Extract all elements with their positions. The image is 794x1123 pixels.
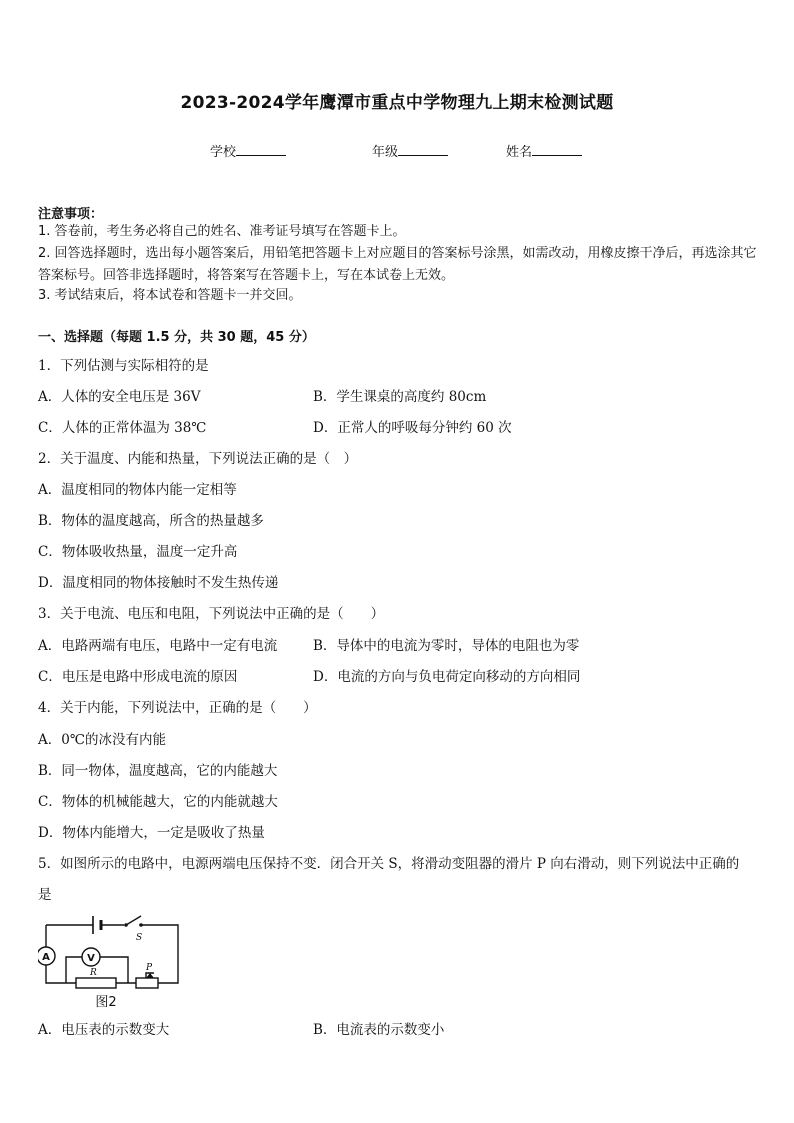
q1-option-d[interactable]: D．正常人的呼吸每分钟约 60 次 (313, 420, 512, 436)
resistor-label: R (90, 968, 97, 978)
question-3-stem: 3．关于电流、电压和电阻，下列说法中正确的是（ ） (38, 606, 385, 622)
voltmeter-label: V (87, 953, 95, 964)
figure-caption: 图2 (95, 995, 117, 1010)
q2-option-a[interactable]: A．温度相同的物体内能一定相等 (38, 482, 237, 498)
battery-icon (93, 916, 101, 934)
wire-top-right (142, 925, 178, 983)
voltmeter-icon (82, 948, 100, 966)
q3-option-d[interactable]: D．电流的方向与负电荷定向移动的方向相同 (313, 669, 581, 685)
q2-option-c[interactable]: C．物体吸收热量，温度一定升高 (38, 544, 238, 560)
question-5-stem-line-2: 是 (38, 887, 52, 903)
wire-left-lower (46, 965, 76, 983)
school-field[interactable] (210, 141, 286, 160)
grade-field[interactable] (372, 141, 448, 160)
q4-option-d[interactable]: D．物体内能增大，一定是吸收了热量 (38, 825, 265, 841)
ammeter-label: A (42, 952, 50, 963)
q4-option-b[interactable]: B．同一物体，温度越高，它的内能越大 (38, 763, 278, 779)
name-blank[interactable] (532, 142, 582, 156)
switch-label: S (136, 933, 143, 943)
grade-label: 年级 (372, 145, 399, 160)
name-label: 姓名 (506, 145, 533, 160)
question-4-stem: 4．关于内能，下列说法中，正确的是（ ） (38, 700, 317, 716)
grade-blank[interactable] (398, 142, 448, 156)
switch-icon (124, 916, 143, 927)
note-item-3: 3. 考试结束后，将本试卷和答题卡一并交回。 (38, 288, 302, 303)
q1-option-c[interactable]: C．人体的正常体温为 38℃ (38, 420, 207, 436)
note-item-1: 1. 答卷前，考生务必将自己的姓名、准考证号填写在答题卡上。 (38, 224, 406, 239)
q1-option-a[interactable]: A．人体的安全电压是 36V (38, 389, 201, 405)
question-5-stem-line-1: 5．如图所示的电路中，电源两端电压保持不变．闭合开关 S，将滑动变阻器的滑片 P 向右滑动，则下列说法中正确的 (38, 856, 740, 872)
ammeter-icon (38, 947, 55, 965)
q5-option-b[interactable]: B．电流表的示数变小 (313, 1022, 445, 1038)
resistor-icon (76, 968, 116, 988)
rheostat-icon (136, 963, 158, 988)
section-heading: 一、选择题（每题 1.5 分，共 30 题，45 分） (38, 330, 315, 345)
q2-option-d[interactable]: D．温度相同的物体接触时不发生热传递 (38, 575, 279, 591)
q2-option-b[interactable]: B．物体的温度越高，所含的热量越多 (38, 513, 264, 529)
q4-option-c[interactable]: C．物体的机械能越大，它的内能就越大 (38, 794, 278, 810)
question-1-stem: 1．下列估测与实际相符的是 (38, 358, 209, 374)
q4-option-a[interactable]: A．0℃的冰没有内能 (38, 732, 166, 748)
q3-option-b[interactable]: B．导体中的电流为零时，导体的电阻也为零 (313, 638, 580, 654)
question-2-stem: 2．关于温度、内能和热量，下列说法正确的是（ ） (38, 451, 358, 467)
student-info-row (0, 141, 794, 161)
page-title: 2023-2024学年鹰潭市重点中学物理九上期末检测试题 (180, 93, 614, 113)
slider-label: P (146, 963, 153, 973)
q1-option-b[interactable]: B．学生课桌的高度约 80cm (313, 389, 487, 405)
q3-option-c[interactable]: C．电压是电路中形成电流的原因 (38, 669, 238, 685)
q5-option-a[interactable]: A．电压表的示数变大 (38, 1022, 170, 1038)
name-field[interactable] (506, 141, 582, 160)
q3-option-a[interactable]: A．电路两端有电压，电路中一定有电流 (38, 638, 278, 654)
notes-heading: 注意事项： (38, 207, 104, 222)
circuit-diagram (38, 907, 188, 1012)
note-item-2: 2. 回答选择题时，选出每小题答案后，用铅笔把答题卡上对应题目的答案标号涂黑，如需改动，用橡皮擦干净后，再选涂其它答案标号。回答非选择题时，将答案写在答题卡上，写在本试卷上无效。 (38, 246, 757, 283)
school-label: 学校 (210, 145, 237, 160)
school-blank[interactable] (236, 142, 286, 156)
